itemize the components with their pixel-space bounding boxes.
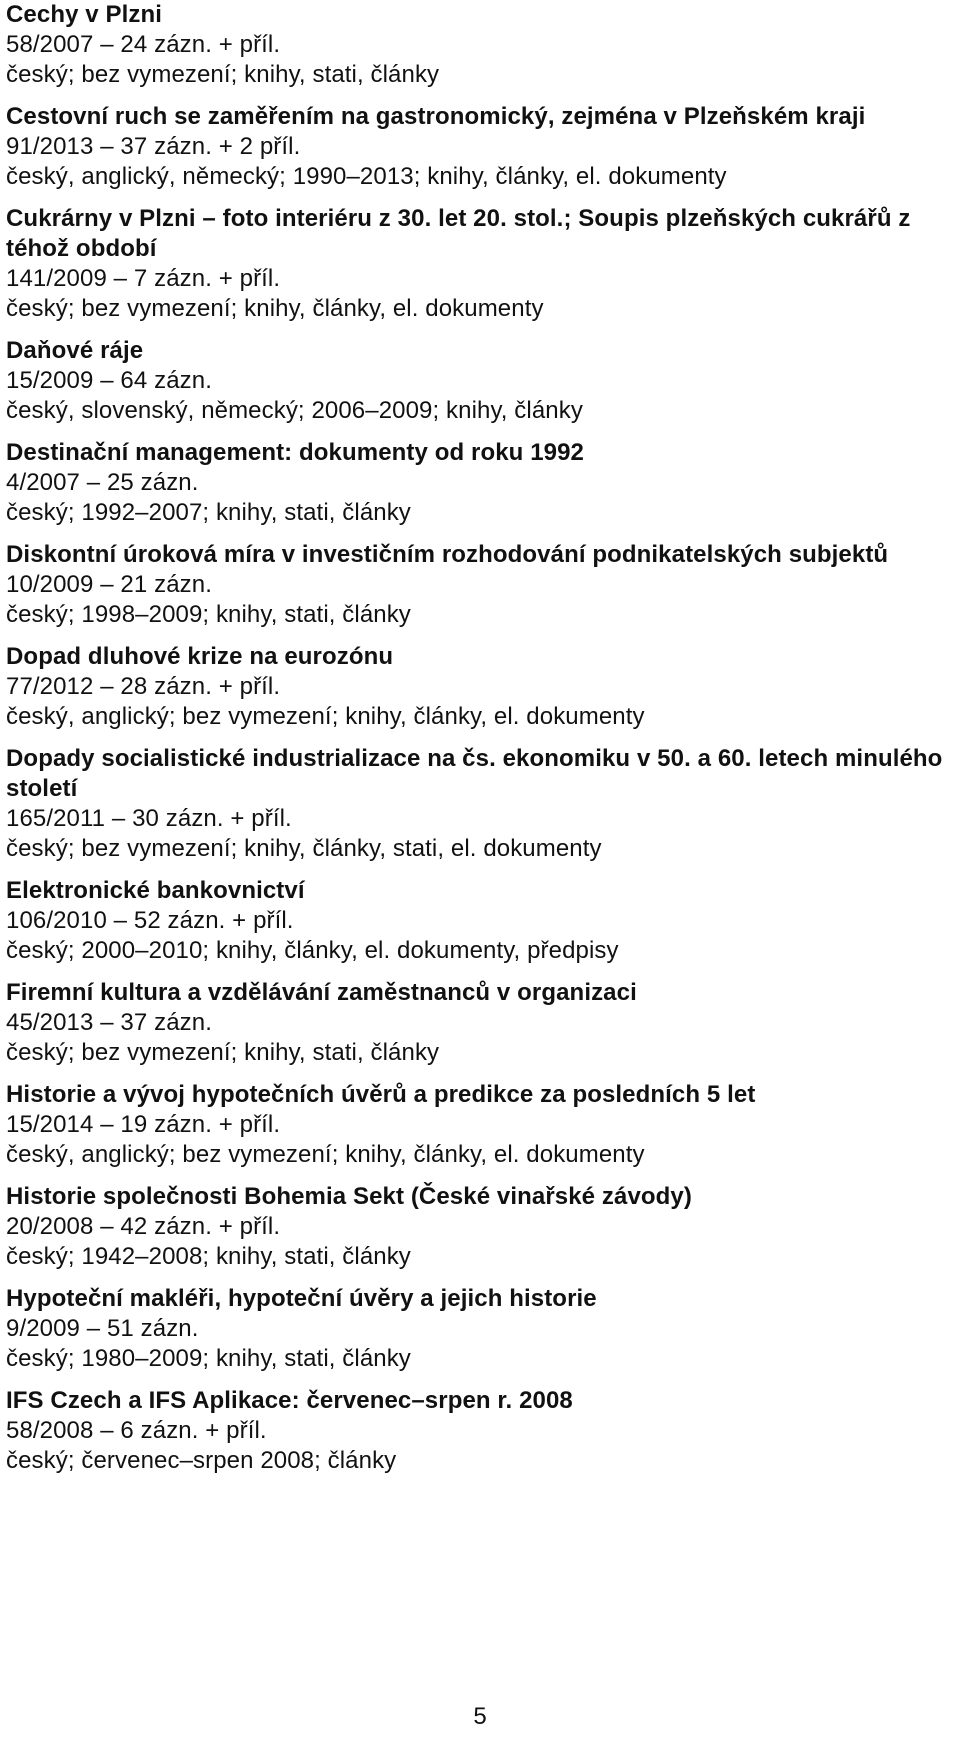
entry-details: český; bez vymezení; knihy, stati, články — [6, 1039, 440, 1066]
entry-details: český; bez vymezení; knihy, stati, články — [6, 61, 440, 88]
entry-title: Dopady socialistické industrializace na čs. ekonomiku v 50. a 60. letech minulého století — [6, 745, 943, 802]
list-item — [6, 438, 956, 528]
entry-details: český; 1942–2008; knihy, stati, články — [6, 1243, 411, 1270]
entry-count: 106/2010 – 52 zázn. + příl. — [6, 907, 294, 934]
list-item — [6, 978, 956, 1068]
entry-title: Historie a vývoj hypotečních úvěrů a predikce za posledních 5 let — [6, 1081, 756, 1108]
list-item — [6, 336, 956, 426]
entry-title: Dopad dluhové krize na eurozónu — [6, 643, 394, 670]
entry-title: Cestovní ruch se zaměřením na gastronomický, zejména v Plzeňském kraji — [6, 103, 866, 130]
entry-title: Hypoteční makléři, hypoteční úvěry a jejich historie — [6, 1285, 597, 1312]
entry-title: Firemní kultura a vzdělávání zaměstnanců v organizaci — [6, 979, 637, 1006]
entry-details: český; 1980–2009; knihy, stati, články — [6, 1345, 411, 1372]
entry-details: český, slovenský, německý; 2006–2009; knihy, články — [6, 397, 583, 424]
list-item — [6, 642, 956, 732]
list-item — [6, 204, 956, 324]
list-item — [6, 1182, 956, 1272]
list-item — [6, 1080, 956, 1170]
list-item — [6, 876, 956, 966]
entry-count: 10/2009 – 21 zázn. — [6, 571, 212, 598]
entry-count: 165/2011 – 30 zázn. + příl. — [6, 805, 292, 832]
entry-details: český; bez vymezení; knihy, články, stati, el. dokumenty — [6, 835, 602, 862]
entry-title: Historie společnosti Bohemia Sekt (České vinařské závody) — [6, 1183, 692, 1210]
entry-count: 77/2012 – 28 zázn. + příl. — [6, 673, 281, 700]
entry-title: Destinační management: dokumenty od roku 1992 — [6, 439, 584, 466]
entry-count: 15/2014 – 19 zázn. + příl. — [6, 1111, 281, 1138]
list-item — [6, 0, 956, 90]
entry-count: 9/2009 – 51 zázn. — [6, 1315, 199, 1342]
list-item — [6, 1386, 956, 1476]
page-number: 5 — [473, 1703, 487, 1730]
entry-title: Cechy v Plzni — [6, 1, 163, 28]
entry-title: Daňové ráje — [6, 337, 144, 364]
entry-count: 45/2013 – 37 zázn. — [6, 1009, 212, 1036]
entry-details: český; 2000–2010; knihy, články, el. dokumenty, předpisy — [6, 937, 619, 964]
entry-count: 58/2008 – 6 zázn. + příl. — [6, 1417, 267, 1444]
entry-title: Cukrárny v Plzni – foto interiéru z 30. let 20. stol.; Soupis plzeňských cukrářů z téhož období — [6, 205, 911, 262]
entry-count: 58/2007 – 24 zázn. + příl. — [6, 31, 281, 58]
entry-details: český; 1992–2007; knihy, stati, články — [6, 499, 411, 526]
list-item — [6, 1284, 956, 1374]
list-item — [6, 540, 956, 630]
entry-count: 4/2007 – 25 zázn. — [6, 469, 199, 496]
entry-details: český, anglický; bez vymezení; knihy, články, el. dokumenty — [6, 703, 645, 730]
entry-title: IFS Czech a IFS Aplikace: červenec–srpen r. 2008 — [6, 1387, 573, 1414]
entry-count: 15/2009 – 64 zázn. — [6, 367, 212, 394]
entry-details: český, anglický, německý; 1990–2013; knihy, články, el. dokumenty — [6, 163, 727, 190]
entry-details: český; 1998–2009; knihy, stati, články — [6, 601, 411, 628]
list-item — [6, 744, 956, 864]
entry-details: český, anglický; bez vymezení; knihy, články, el. dokumenty — [6, 1141, 645, 1168]
entry-count: 141/2009 – 7 zázn. + příl. — [6, 265, 281, 292]
entry-title: Elektronické bankovnictví — [6, 877, 305, 904]
entry-details: český; bez vymezení; knihy, články, el. dokumenty — [6, 295, 544, 322]
entry-title: Diskontní úroková míra v investičním rozhodování podnikatelských subjektů — [6, 541, 889, 568]
entry-details: český; červenec–srpen 2008; články — [6, 1447, 397, 1474]
entry-count: 91/2013 – 37 zázn. + 2 příl. — [6, 133, 301, 160]
entry-list — [6, 0, 956, 1488]
list-item — [6, 102, 956, 192]
entry-count: 20/2008 – 42 zázn. + příl. — [6, 1213, 281, 1240]
